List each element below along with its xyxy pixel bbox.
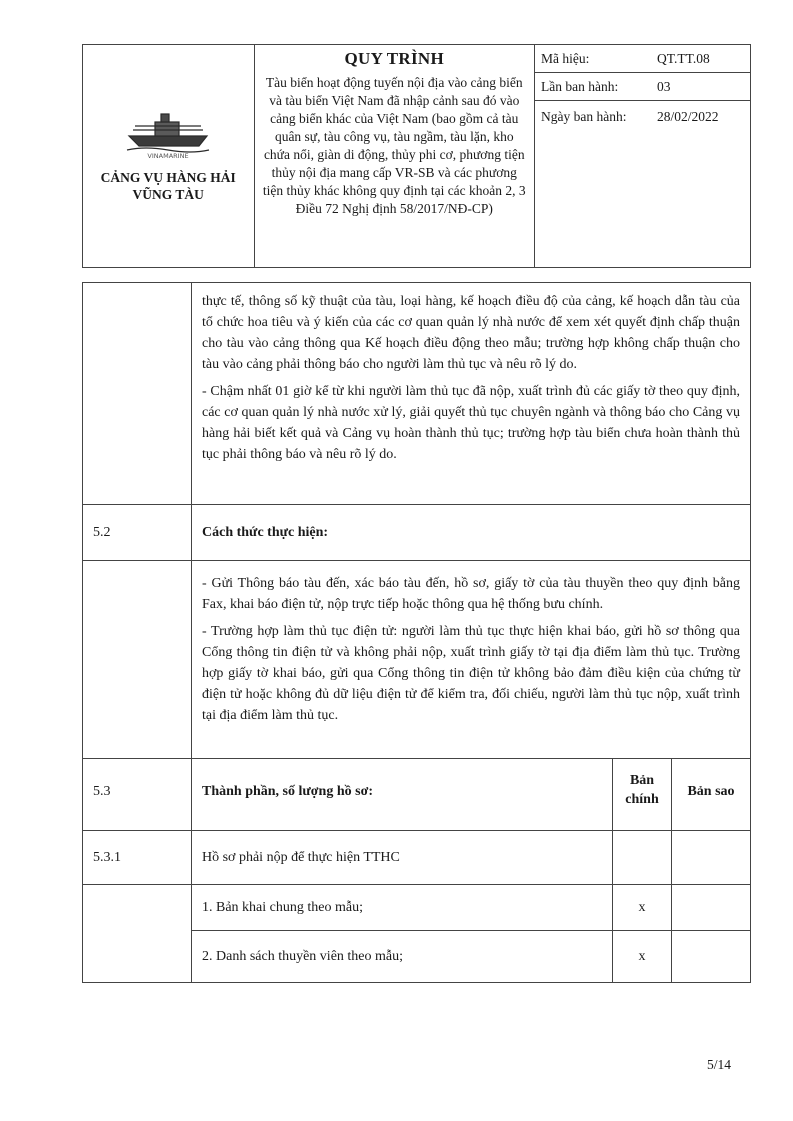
organization-name: CẢNG VỤ HÀNG HẢI VŨNG TÀU: [100, 170, 236, 202]
section-5-3-1-row: [83, 831, 751, 885]
original-mark: x: [613, 931, 672, 983]
table-row: [83, 885, 751, 931]
vinamarine-logo-icon: [125, 108, 211, 160]
section-number: 5.3.1: [83, 831, 192, 885]
section-title: Hồ sơ phải nộp để thực hiện TTHC: [192, 831, 613, 885]
document-header: [82, 44, 751, 268]
procedure-description: Tàu biển hoạt động tuyến nội địa vào cảng biển và tàu biển Việt Nam đã nhập cảnh sau đó vào cảng biển khác của Việt Nam (bao gồm cả tàu quân sự, tàu công vụ, tàu ngầm, tàu lặn, kho chứa nổi, giàn di động, thủy phi cơ, phương tiện thủy nội địa mang cấp VR-SB và các phương tiện thủy khác không quy định tại các khoản 2, 3 Điều 72 Nghị định 58/2017/NĐ-CP): [262, 75, 526, 216]
section-5-2-content: - Gửi Thông báo tàu đến, xác báo tàu đến, hồ sơ, giấy tờ của tàu thuyền theo quy định bằng Fax, khai báo điện tử, nộp trực tiếp hoặc thông qua hệ thống bưu chính. - Trường hợp làm thủ tục điện tử: người làm thủ tục thực hiện khai báo, gửi hồ sơ thông qua Cổng thông tin điện tử và không phải nộp, xuất trình giấy tờ tại địa điểm làm thủ tục. Trường hợp giấy tờ khai báo, gửi qua Cổng thông tin điện tử không bảo đảm điều kiện của chứng từ điện tử hoặc không đủ dữ liệu điện tử để kiểm tra, đối chiếu, người làm thủ tục nộp, xuất trình tại địa điểm làm thủ tục.: [192, 561, 751, 759]
copy-mark: [672, 885, 751, 931]
section-5-2-row: [83, 505, 751, 561]
meta-edition: Lần ban hành: 03: [535, 73, 750, 101]
column-header-copy: Bản sao: [672, 759, 751, 831]
list-item: 1. Bản khai chung theo mẫu;: [192, 885, 613, 931]
section-number: 5.2: [83, 505, 192, 561]
procedure-table: [82, 282, 751, 983]
page-number: 5/14: [706, 1057, 731, 1072]
original-mark: x: [613, 885, 672, 931]
logo-cell: [83, 45, 255, 268]
table-row: [83, 561, 751, 759]
procedure-title-cell: [254, 45, 535, 268]
section-title: Thành phần, số lượng hồ sơ:: [192, 759, 613, 831]
section-title: Cách thức thực hiện:: [192, 505, 751, 561]
list-item: 2. Danh sách thuyền viên theo mẫu;: [192, 931, 613, 983]
column-header-original: Bản chính: [613, 759, 672, 831]
section-number: 5.3: [83, 759, 192, 831]
copy-mark: [672, 931, 751, 983]
procedure-title: QUY TRÌNH: [344, 49, 445, 68]
section-5-3-row: [83, 759, 751, 831]
organization-block: [101, 108, 236, 203]
meta-code: Mã hiệu: QT.TT.08: [535, 45, 750, 73]
svg-text:VINAMARINE: VINAMARINE: [147, 152, 189, 160]
continuation-text: thực tế, thông số kỹ thuật của tàu, loại hàng, kế hoạch điều độ của cảng, kế hoạch dẫn tàu của tổ chức hoa tiêu và ý kiến của các cơ quan quản lý nhà nước để xem xét quyết định chấp thuận cho tàu vào cảng thông qua Kế hoạch điều động theo mẫu; trường hợp không chấp thuận cho tàu vào cảng phải thông báo cho người làm thủ tục và nêu rõ lý do. - Chậm nhất 01 giờ kể từ khi người làm thủ tục đã nộp, xuất trình đủ các giấy tờ theo quy định, các cơ quan quản lý nhà nước xử lý, giải quyết thủ tục chuyên ngành và thông báo cho Cảng vụ hàng hải biết kết quả và Cảng vụ hoàn thành thủ tục; trường hợp tàu biển chưa hoàn thành thủ tục phải thông báo và nêu rõ lý do.: [192, 283, 751, 505]
table-row: [83, 283, 751, 505]
document-meta: [535, 45, 751, 268]
meta-issue-date: Ngày ban hành: 28/02/2022: [541, 109, 719, 124]
